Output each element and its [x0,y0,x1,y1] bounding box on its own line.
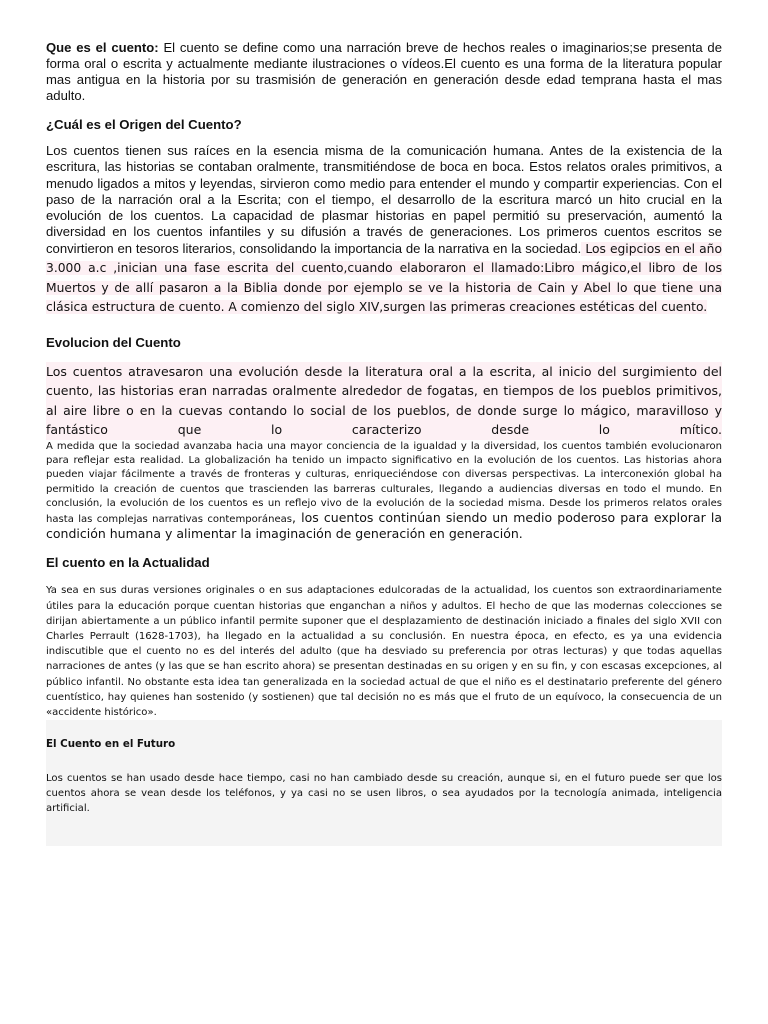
intro-lead: Que es el cuento: [46,40,159,55]
futuro-heading: El Cuento en el Futuro [46,738,176,751]
futuro-section [46,720,722,846]
evolucion-heading: Evolucion del Cuento [46,334,181,350]
intro-paragraph [46,40,722,104]
actualidad-paragraph: Ya sea en sus duras versiones originales o en sus adaptaciones edulcoradas de la actualidad, los cuentos son extraordinariamente útiles para la educación porque cuentan historias que enganchan a niños y adultos. El hecho de que las modernas colecciones se dirijan abiertamente a un público infantil permite suponer que el desplazamiento de destinación iniciado a finales del siglo XVII con Charles Perrault (1628-1703), ha llegado en la actualidad a su conclusión. En nuestra época, en efecto, es ya una evidencia indiscutible que el cuento no es del interés del adulto (que ha desviado su preferencia por otras lecturas) y que todas aquellas narraciones de antes (y las que se han escrito ahora) se presentan destinadas en su origen y en su fin, y con escasas excepciones, al público infantil. No obstante esta idea tan generalizada en la sociedad actual de que el niño es el destinatario preferente del género cuentístico, hay quienes han sostenido (y sostienen) que tal decisión no es más que el fruto de un equívoco, la consecuencia de un «accidente histórico». [46,585,722,718]
origin-paragraph [46,143,722,317]
evolucion-text-2-tail: , los cuentos continúan siendo un medio poderoso para explorar la condición humana y alimentar la imaginación de generación en generación. [46,509,722,542]
futuro-paragraph: Los cuentos se han usado desde hace tiempo, casi no han cambiado desde su creación, aunque si, en el futuro puede ser que los cuentos ahora se vean desde los teléfonos, y ya casi no se usen libros, o sea ayudados por la tecnología animada, inteligencia artificial. [46,773,722,815]
origin-highlighted-text: Los egipcios en el año 3.000 a.c ,inician una fase escrita del cuento,cuando elaboraron el llamado:Libro mágico,el libro de los Muertos y de allí pasaron a la Biblia donde por ejemplo se ve la historia de Cain y Abel lo que tiene una clásica estructura de cuento. A comienzo del siglo XIV,surgen las primeras creaciones estéticas del cuento. [46,241,722,315]
evolucion-text-2: A medida que la sociedad avanzaba hacia una mayor conciencia de la igualdad y la diversidad, los cuentos también evolucionaron para reflejar esta realidad. La globalización ha tenido un impacto significativo en la evolución de los cuentos. Las historias ahora pueden viajar fácilmente a través de fronteras y culturas, enriqueciéndose con diversas perspectivas. La interconexión global ha permitido la creación de cuentos que trascienden las barreras culturales, llegando a audiencias diversas en todo el mundo. En conclusión, la evolución de los cuentos es un reflejo vivo de la evolución de la sociedad misma. Desde los primeros relatos orales hasta las complejas narrativas contemporáneas [46,440,722,525]
evolucion-paragraph-2 [46,440,722,543]
evolucion-paragraph-1: Los cuentos atravesaron una evolución desde la literatura oral a la escrita, al inicio del surgimiento del cuento, las historias eran narradas oralmente alrededor de fogatas, en tiempos de los pueblos primitivos, al aire libre o en la cuevas contando lo social de los pueblos, de donde surge lo mágico, maravilloso y fantástico que lo caracterizo desde lo mítico. [46,362,722,440]
origin-text: Los cuentos tienen sus raíces en la esencia misma de la comunicación humana. Antes de la existencia de la escritura, las historias se contaban oralmente, transmitiéndose de boca en boca. Estos relatos orales primitivos, a menudo ligados a mitos y leyendas, sirvieron como medio para entender el mundo y compartir experiencias. Con el paso de la narración oral a la Escrita; con el tiempo, el desarrollo de la escritura marcó un hito crucial en la evolución de los cuentos. La capacidad de plasmar historias en papel permitió su preservación, aumentó la diversidad en los cuentos infantiles y su difusión a través de generaciones. Los primeros cuentos escritos se convirtieron en tesoros literarios, consolidando la importancia de la narrativa en la sociedad. [46,143,722,256]
intro-text: El cuento se define como una narración breve de hechos reales o imaginarios;se presenta de forma oral o escrita y actualmente mediante ilustraciones o vídeos.El cuento es una forma de la literatura popular mas antigua en la historia por su trasmisión de generación en generación desde edad temprana hasta el mas adulto. [46,40,722,104]
document-page [46,40,722,846]
actualidad-heading: El cuento en la Actualidad [46,555,210,571]
origin-heading: ¿Cuál es el Origen del Cuento? [46,117,242,133]
